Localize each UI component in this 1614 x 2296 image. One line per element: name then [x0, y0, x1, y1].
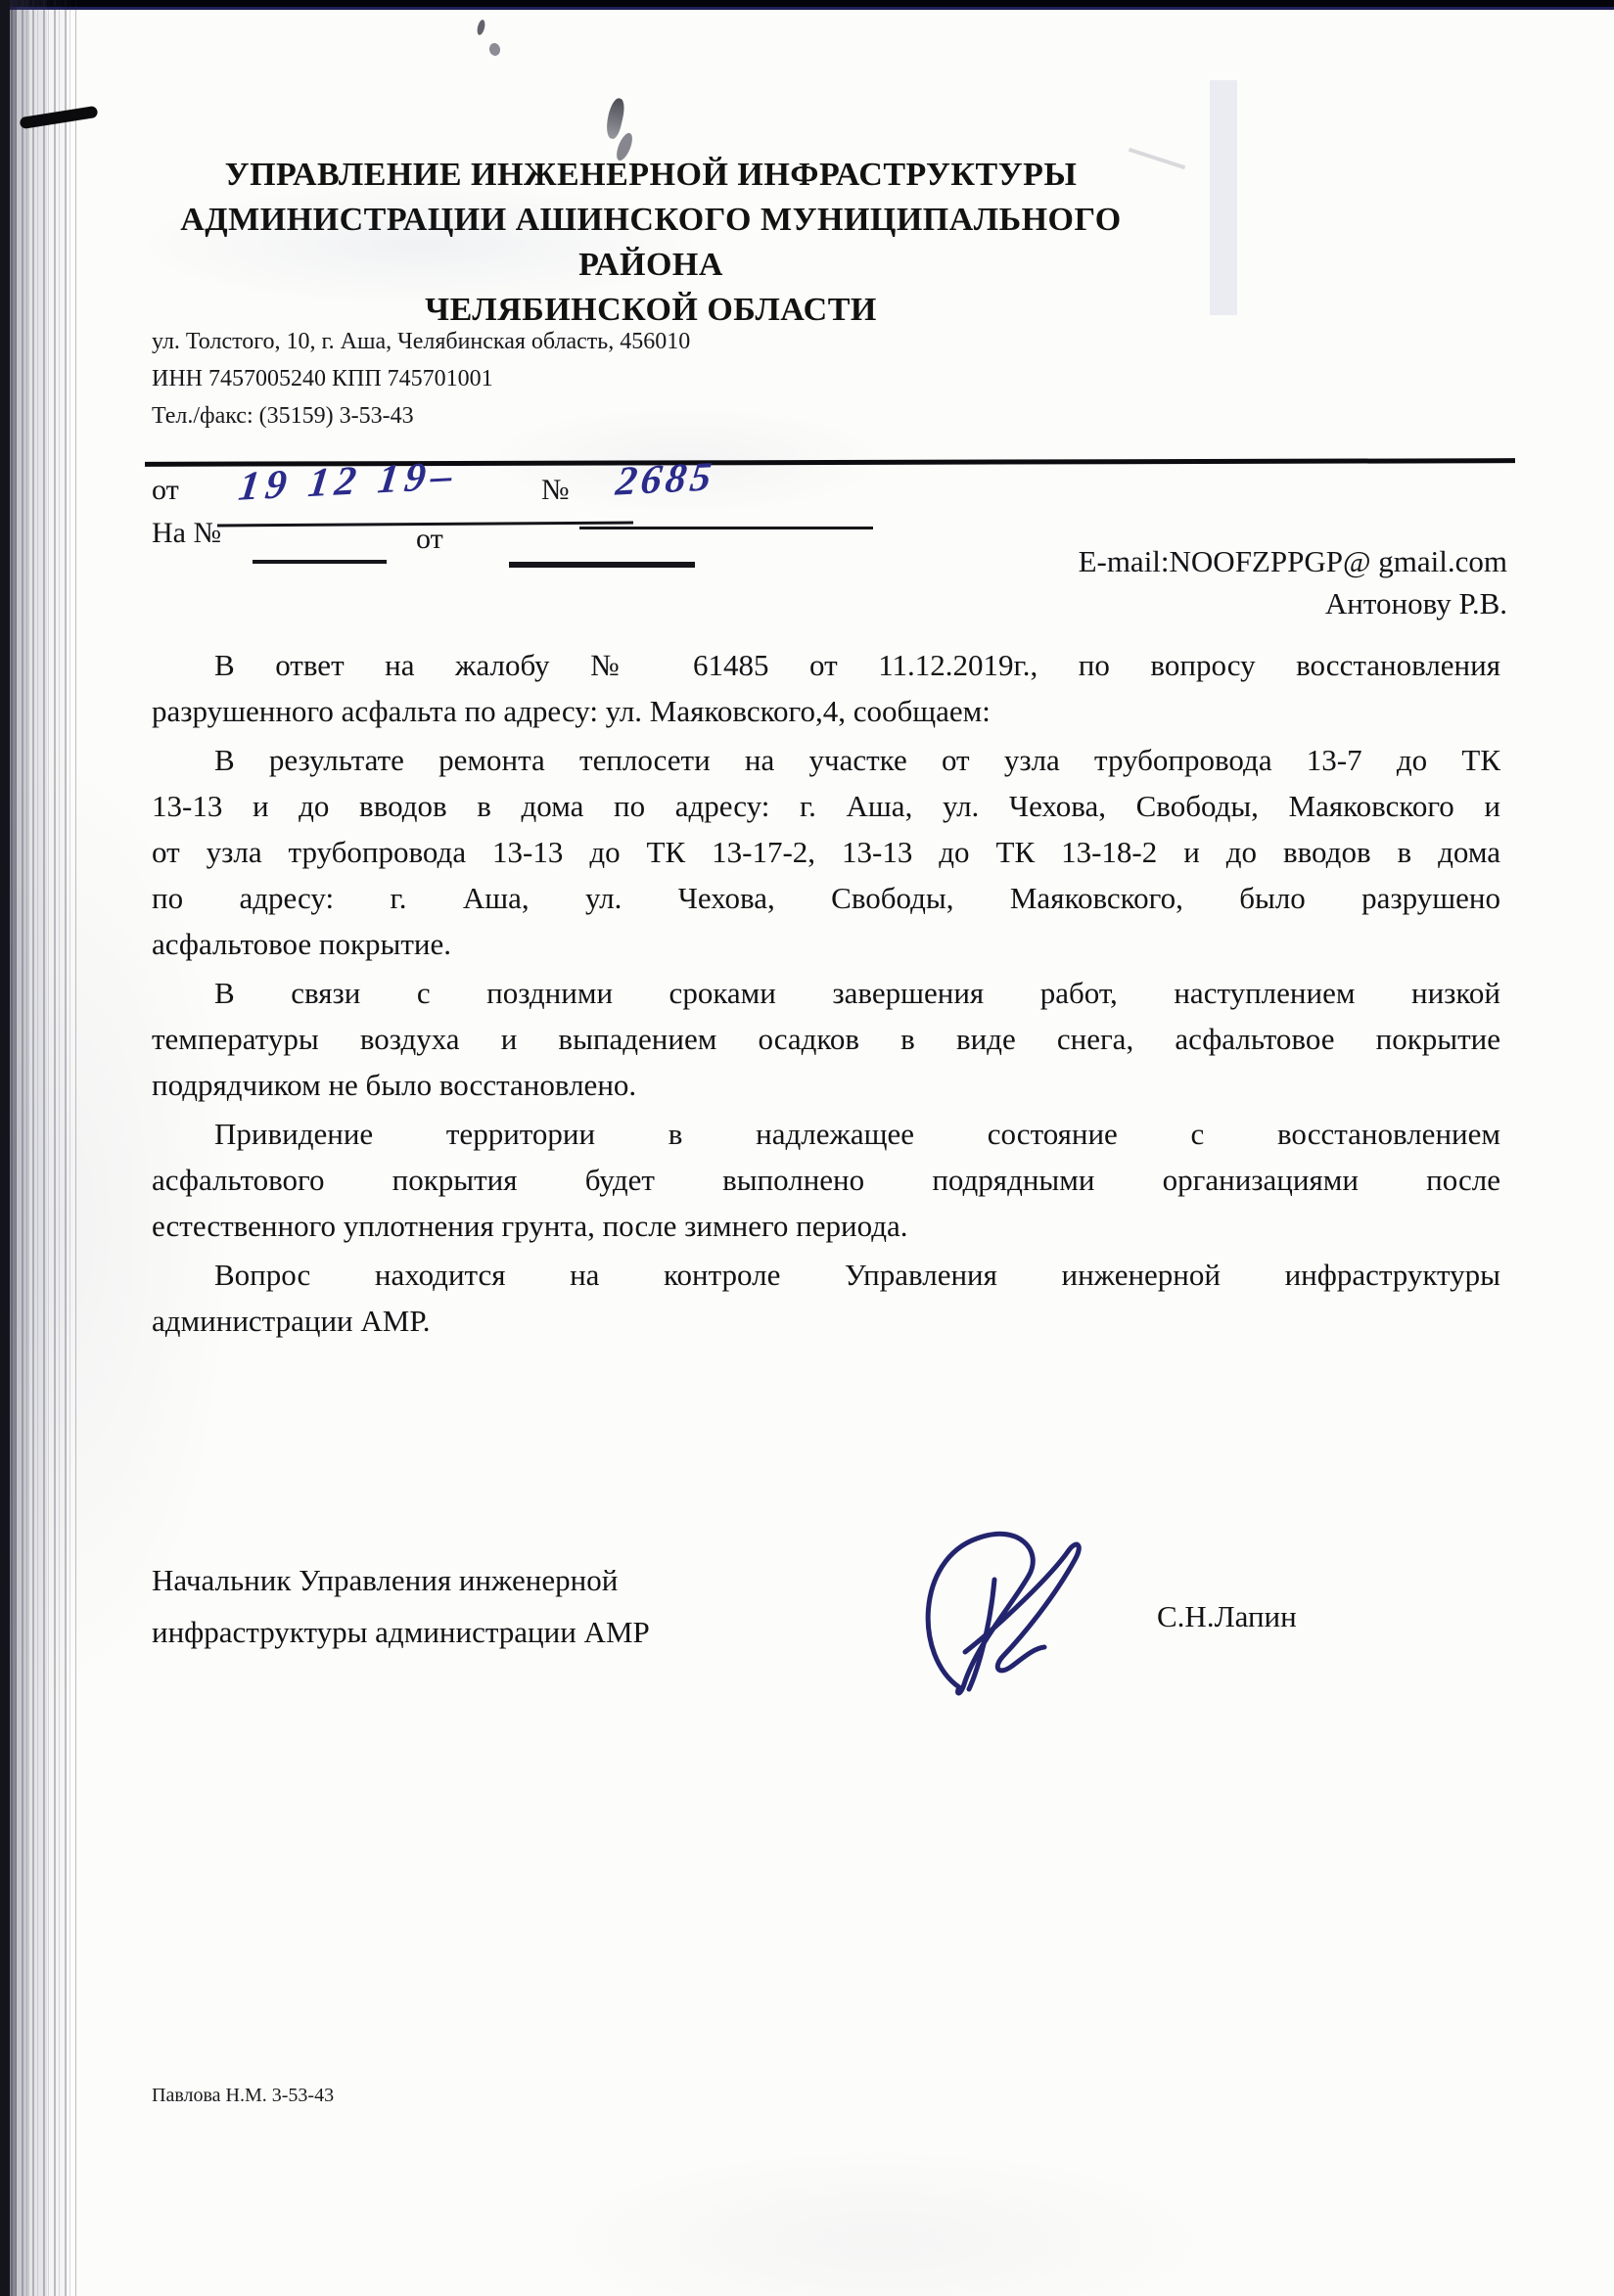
body-line: Привидение территории в надлежащее состояние с восстановлением [214, 1117, 1500, 1151]
scan-fold-band-artifact [1210, 80, 1237, 315]
body-line: от узла трубопровода 13-13 до ТК 13-17-2, 13-13 до ТК 13-18-2 и до вводов в дома [152, 835, 1500, 869]
recipient-name: Антонову Р.В. [1324, 586, 1507, 620]
body-line: Вопрос находится на контроле Управления инженерной инфраструктуры [214, 1258, 1500, 1292]
body-line: естественного уплотнения грунта, после зимнего периода. [152, 1209, 908, 1243]
paragraph [152, 1111, 1500, 1249]
signer-position-line-2: инфраструктуры администрации АМР [152, 1615, 650, 1649]
org-name-line-3: ЧЕЛЯБИНСКОЙ ОБЛАСТИ [425, 292, 877, 328]
outgoing-date-handwritten: 19 12 19– [236, 453, 461, 510]
reply-from-date-label: от [416, 523, 443, 555]
outgoing-number-handwritten: 2685 [613, 454, 718, 505]
org-phone-fax: Тел./факс: (35159) 3-53-43 [152, 403, 414, 429]
body-line: администрации АМР. [152, 1304, 431, 1338]
recipient-email: E-mail:NOOFZPPGP@ gmail.com [1078, 544, 1507, 578]
outgoing-number-underline [579, 527, 873, 529]
scan-top-edge-artifact [0, 0, 1614, 10]
scan-speck-artifact [488, 42, 501, 57]
paragraph [152, 970, 1500, 1108]
letterhead-org-name [147, 153, 1155, 333]
body-line: по адресу: г. Аша, ул. Чехова, Свободы, Маяковского, было разрушено [152, 881, 1500, 915]
body-line: асфальтового покрытия будет выполнено подрядными организациями после [152, 1163, 1500, 1197]
signer-position-line-1: Начальник Управления инженерной [152, 1563, 619, 1597]
reply-date-underline [509, 562, 695, 568]
paragraph [152, 642, 1500, 734]
scan-left-binding-artifact [0, 0, 76, 2296]
body-line: В результате ремонта теплосети на участке от узла трубопровода 13-7 до ТК [214, 743, 1500, 777]
body-line: В ответ на жалобу № 61485 от 11.12.2019г., по вопросу восстановления [214, 648, 1500, 682]
body-line: 13-13 и до вводов в дома по адресу: г. Аша, ул. Чехова, Свободы, Маяковского и [152, 789, 1500, 823]
letterhead-contact-block [152, 323, 690, 435]
org-inn-kpp: ИНН 7457005240 КПП 745701001 [152, 366, 493, 391]
org-name-line-2: АДМИНИСТРАЦИИ АШИНСКОГО МУНИЦИПАЛЬНОГО РАЙОНА [180, 202, 1122, 283]
executor-contact: Павлова Н.М. 3-53-43 [152, 2085, 335, 2106]
body-line: асфальтовое покрытие. [152, 927, 452, 961]
outgoing-number-label: № [541, 474, 570, 506]
recipient-block [881, 540, 1507, 624]
signer-name: С.Н.Лапин [1157, 1599, 1297, 1633]
signer-position [152, 1554, 650, 1658]
paragraph [152, 1252, 1500, 1344]
org-name-line-1: УПРАВЛЕНИЕ ИНЖЕНЕРНОЙ ИНФРАСТРУКТУРЫ [224, 157, 1078, 193]
org-address: ул. Толстого, 10, г. Аша, Челябинская область, 456010 [152, 329, 691, 354]
paragraph [152, 737, 1500, 967]
body-line: В связи с поздними сроками завершения работ, наступлением низкой [214, 976, 1500, 1010]
outgoing-date-label: от [152, 474, 179, 506]
handwritten-signature [908, 1523, 1124, 1709]
body-line: разрушенного асфальта по адресу: ул. Маяковского,4, сообщаем: [152, 694, 991, 728]
scan-speck-artifact [476, 19, 486, 35]
reply-to-number-label: На № [152, 517, 222, 549]
letter-body [152, 642, 1500, 1347]
body-line: подрядчиком не было восстановлено. [152, 1068, 637, 1102]
reply-number-underline [253, 560, 387, 564]
scan-blot-artifact [603, 97, 626, 140]
body-line: температуры воздуха и выпадением осадков в виде снега, асфальтовое покрытие [152, 1022, 1500, 1056]
